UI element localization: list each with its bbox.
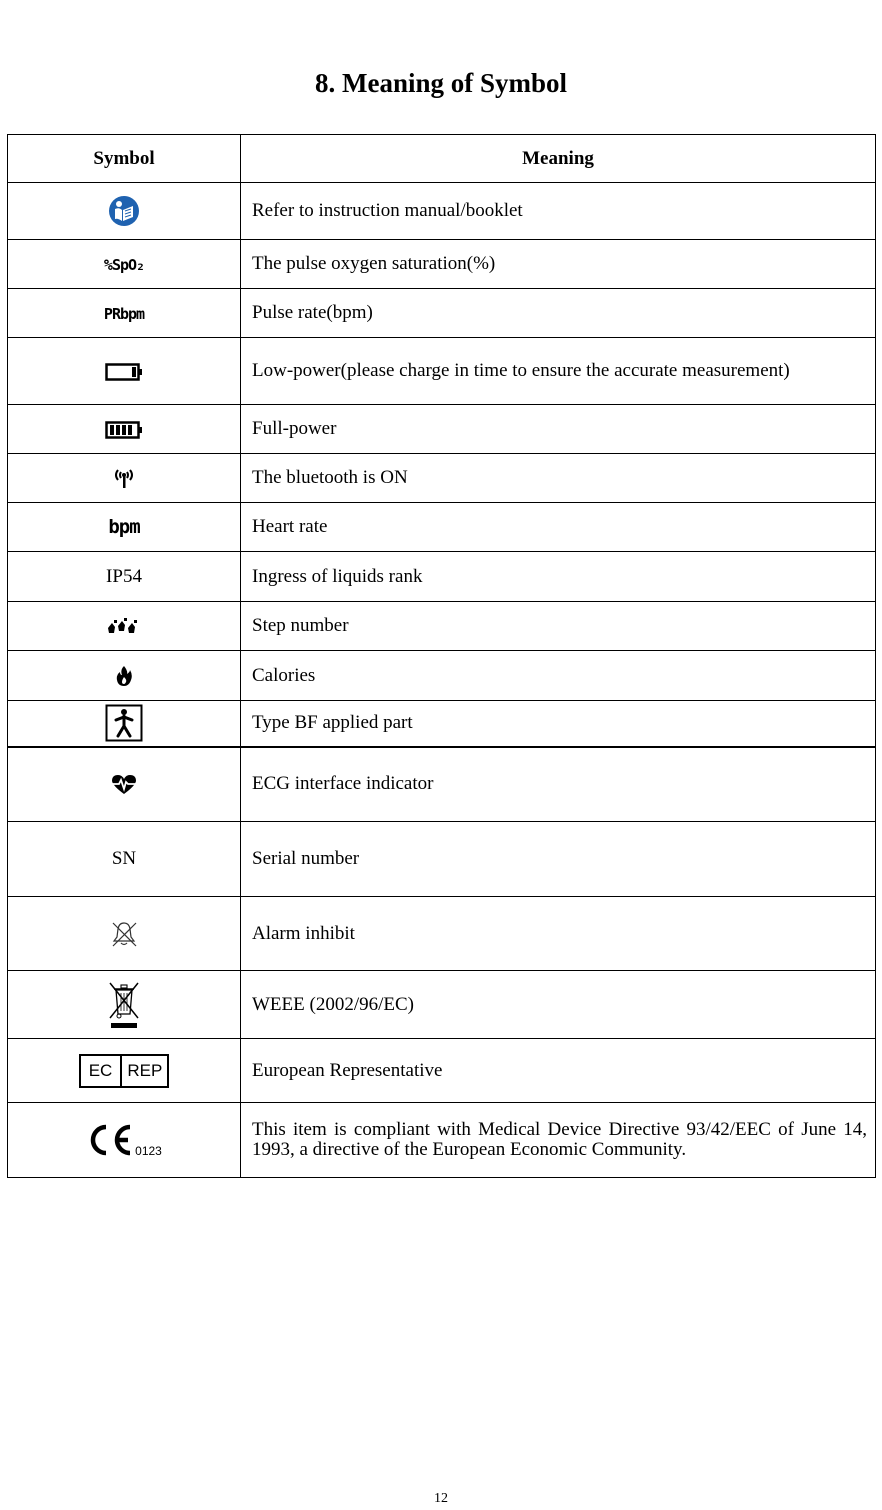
- bluetooth-icon: [112, 467, 136, 489]
- meaning-cell: The pulse oxygen saturation(%): [241, 240, 876, 289]
- table-row: [8, 552, 876, 602]
- meaning-cell: Refer to instruction manual/booklet: [241, 183, 876, 240]
- meaning-cell: WEEE (2002/96/EC): [241, 971, 876, 1039]
- meaning-cell: European Representative: [241, 1039, 876, 1103]
- meaning-cell: The bluetooth is ON: [241, 454, 876, 503]
- table-row: [8, 651, 876, 701]
- ce-letters-icon: [86, 1122, 134, 1158]
- symbol-column-header: Symbol: [8, 135, 241, 183]
- table-row: [8, 183, 876, 240]
- table-row: [8, 1103, 876, 1178]
- ec-rep-ec-label: EC: [81, 1056, 123, 1086]
- meaning-cell: This item is compliant with Medical Device Directive 93/42/EEC of June 14, 1993, a directive of the European Economic Community.: [241, 1103, 876, 1178]
- ce-mark-icon: [86, 1122, 162, 1158]
- table-row: [8, 602, 876, 651]
- symbol-text: SN: [8, 822, 241, 897]
- alarm-inhibit-icon: [109, 920, 139, 948]
- battery-full-icon: [105, 420, 143, 440]
- meaning-cell: Alarm inhibit: [241, 897, 876, 971]
- meaning-column-header: Meaning: [241, 135, 876, 183]
- meaning-cell: ECG interface indicator: [241, 747, 876, 822]
- symbol-text: IP54: [8, 552, 241, 602]
- meaning-cell: Calories: [241, 651, 876, 701]
- meaning-cell: Low-power(please charge in time to ensure the accurate measurement): [241, 338, 876, 405]
- bpm-icon: bpm: [108, 516, 140, 539]
- meaning-cell: Ingress of liquids rank: [241, 552, 876, 602]
- meaning-cell: Pulse rate(bpm): [241, 289, 876, 338]
- table-row: [8, 503, 876, 552]
- instruction-manual-icon: [108, 195, 140, 227]
- notified-body-number: 0123: [135, 1144, 162, 1158]
- table-row: [8, 971, 876, 1039]
- table-row: [8, 405, 876, 454]
- flame-icon: [115, 665, 133, 687]
- page-number: 12: [434, 1491, 448, 1506]
- table-row: [8, 701, 876, 747]
- weee-bin-icon: [107, 980, 141, 1030]
- table-row: [8, 897, 876, 971]
- table-row: [8, 240, 876, 289]
- symbol-table: [7, 134, 876, 1178]
- pr-bpm-icon: PRbpm: [103, 304, 145, 323]
- meaning-cell: Heart rate: [241, 503, 876, 552]
- table-row: [8, 289, 876, 338]
- table-row: [8, 822, 876, 897]
- ec-rep-rep-label: REP: [127, 1060, 163, 1080]
- footsteps-icon: [106, 617, 142, 637]
- ec-rep-icon: [79, 1054, 170, 1088]
- table-header-row: [8, 135, 876, 183]
- table-row: [8, 454, 876, 503]
- battery-low-icon: [105, 362, 143, 382]
- table-row: [8, 747, 876, 822]
- spo2-icon: %SpO₂: [103, 255, 145, 274]
- type-bf-icon: [105, 704, 143, 742]
- meaning-cell: Type BF applied part: [241, 701, 876, 747]
- meaning-cell: Full-power: [241, 405, 876, 454]
- table-row: [8, 338, 876, 405]
- meaning-cell: Step number: [241, 602, 876, 651]
- heart-ecg-icon: [110, 774, 138, 796]
- table-row: [8, 1039, 876, 1103]
- meaning-cell: Serial number: [241, 822, 876, 897]
- page-title: 8. Meaning of Symbol: [314, 68, 568, 98]
